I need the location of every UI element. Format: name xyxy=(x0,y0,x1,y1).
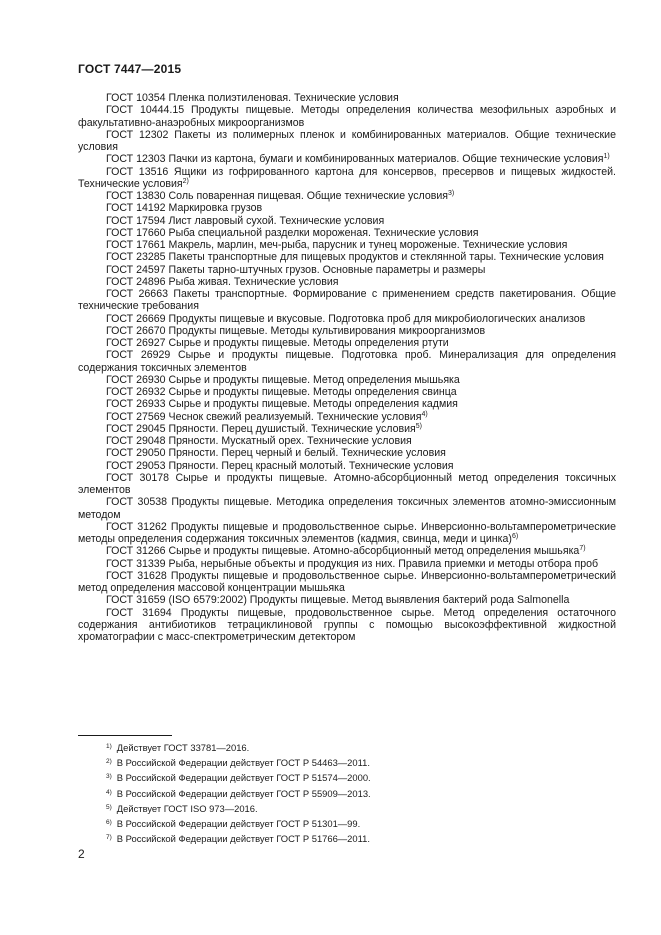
reference-title: Сырье и продукты пищевые. Подготовка проб. Минерализация для определения содержания токсичных элементов xyxy=(78,349,616,374)
footnote-marker: 5) xyxy=(415,422,422,430)
reference-title: Продукты пищевые. Методы культивирования микроорганизмов xyxy=(168,324,486,337)
footnote-mark: 1) xyxy=(106,743,112,750)
reference-title: Рыба специальной разделки мороженая. Технические условия xyxy=(168,226,479,239)
reference-item xyxy=(78,153,616,165)
reference-title: Чеснок свежий реализуемый. Технические условия xyxy=(168,410,422,423)
reference-code: ГОСТ 27569 xyxy=(106,410,166,423)
reference-item xyxy=(78,545,616,557)
normative-references-list xyxy=(78,92,616,643)
reference-item xyxy=(78,607,616,644)
reference-title: Соль поваренная пищевая. Общие технические условия xyxy=(168,190,448,202)
reference-item xyxy=(78,435,616,447)
page-number: 2 xyxy=(78,847,85,861)
reference-title: Пряности. Перец красный молотый. Технические условия xyxy=(168,459,454,472)
reference-code: ГОСТ 26932 xyxy=(106,386,166,398)
reference-item xyxy=(78,570,616,595)
footnote-text: В Российской Федерации действует ГОСТ Р 55909—2013. xyxy=(116,787,371,799)
page-header: ГОСТ 7447—2015 xyxy=(78,62,182,76)
reference-item xyxy=(78,398,616,410)
reference-item xyxy=(78,594,616,606)
footnote-mark: 5) xyxy=(106,803,112,811)
reference-code: ГОСТ 24597 xyxy=(106,263,166,276)
footnote-item xyxy=(106,755,606,770)
footnote-text: В Российской Федерации действует ГОСТ Р 54463—2011. xyxy=(116,757,370,769)
reference-item xyxy=(78,349,616,374)
reference-title: Пачки из картона, бумаги и комбинированных материалов. Общие технические условия xyxy=(168,153,604,166)
reference-code: ГОСТ 10444.15 xyxy=(106,104,185,117)
reference-title: Продукты пищевые. Методика определения токсичных элементов атомно-эмиссионным методом xyxy=(78,496,616,521)
reference-item xyxy=(78,423,616,435)
reference-code: ГОСТ 17661 xyxy=(106,239,166,251)
footnote-mark: 6) xyxy=(106,819,112,827)
reference-item xyxy=(78,202,616,214)
footnote-mark: 4) xyxy=(106,788,112,796)
reference-title: Продукты пищевые и вкусовые. Подготовка проб для микробиологических анализов xyxy=(168,312,586,325)
reference-item xyxy=(78,447,616,459)
reference-item xyxy=(78,496,616,521)
reference-code: ГОСТ 29045 xyxy=(106,422,166,435)
reference-item xyxy=(78,558,616,570)
reference-title: (ISO 6579:2002) Продукты пищевые. Метод выявления бактерий рода Salmonella xyxy=(168,594,570,607)
footnote-text: Действует ГОСТ 33781—2016. xyxy=(116,742,250,753)
reference-code: ГОСТ 17594 xyxy=(106,214,166,227)
footnote-item xyxy=(106,786,606,801)
reference-code: ГОСТ 31659 xyxy=(106,594,166,607)
footnote-item xyxy=(106,740,606,755)
footnote-marker: 1) xyxy=(603,153,610,161)
reference-title: Пленка полиэтиленовая. Технические условия xyxy=(168,92,399,104)
reference-code: ГОСТ 26669 xyxy=(106,312,166,325)
footnote-separator xyxy=(78,735,172,736)
reference-item xyxy=(78,227,616,239)
reference-code: ГОСТ 31339 xyxy=(106,557,166,570)
reference-code: ГОСТ 14192 xyxy=(106,202,166,215)
footnotes-list xyxy=(106,740,606,846)
reference-title: Пакеты транспортные. Формирование с применением средств пакетирования. Общие технические требования xyxy=(78,288,616,313)
reference-code: ГОСТ 26663 xyxy=(106,288,168,300)
reference-item xyxy=(78,104,616,129)
reference-title: Ящики из гофрированного картона для консервов, пресервов и пищевых жидкостей. Технические условия xyxy=(78,165,616,190)
footnote-text: В Российской Федерации действует ГОСТ Р 51766—2011. xyxy=(116,833,370,845)
reference-code: ГОСТ 29048 xyxy=(106,435,166,447)
footnote-item xyxy=(106,831,606,846)
reference-title: Маркировка грузов xyxy=(168,202,263,215)
reference-item xyxy=(78,386,616,398)
reference-code: ГОСТ 26927 xyxy=(106,337,166,349)
footnote-text: Действует ГОСТ ISO 973—2016. xyxy=(116,802,258,814)
reference-title: Пряности. Перец душистый. Технические условия xyxy=(168,422,416,435)
reference-title: Сырье и продукты пищевые. Методы определения свинца xyxy=(168,386,457,398)
reference-title: Макрель, марлин, меч-рыба, парусник и тунец мороженые. Технические условия xyxy=(168,239,568,251)
footnote-item xyxy=(106,816,606,831)
reference-item xyxy=(78,264,616,276)
reference-item xyxy=(78,215,616,227)
reference-title: Пряности. Мускатный орех. Технические условия xyxy=(168,435,412,447)
footnote-text: В Российской Федерации действует ГОСТ Р 51574—2000. xyxy=(116,772,371,784)
reference-item xyxy=(78,239,616,251)
reference-title: Пакеты транспортные для пищевых продуктов и стеклянной тары. Технические условия xyxy=(168,251,604,264)
reference-title: Сырье и продукты пищевые. Методы определения ртути xyxy=(168,337,449,349)
reference-code: ГОСТ 23285 xyxy=(106,251,166,264)
reference-item xyxy=(78,190,616,202)
reference-item xyxy=(78,288,616,313)
reference-item xyxy=(78,337,616,349)
footnote-mark: 7) xyxy=(106,834,112,842)
footnote-marker: 3) xyxy=(448,190,455,197)
reference-code: ГОСТ 31266 xyxy=(106,545,166,558)
reference-item xyxy=(78,129,616,154)
reference-item xyxy=(78,472,616,497)
reference-title: Продукты пищевые, продовольственное сырье. Метод определения остаточного содержания антибиотиков тетрациклиновой группы с помощью высокоэффективной жидкостной хроматографии с масс-спектрометрическим детектором xyxy=(78,606,616,643)
footnote-marker: 2) xyxy=(182,177,189,185)
reference-code: ГОСТ 26933 xyxy=(106,398,166,411)
reference-code: ГОСТ 24896 xyxy=(106,275,166,288)
reference-title: Продукты пищевые и продовольственное сырье. Инверсионно-вольтамперометрические методы определения содержания токсичных элементов (кадмия, свинца, меди и цинка) xyxy=(78,520,616,545)
reference-title: Сырье и продукты пищевые. Атомно-абсорбционный метод определения токсичных элементов xyxy=(78,471,616,496)
footnote-marker: 6) xyxy=(511,533,519,540)
reference-title: Сырье и продукты пищевые. Метод определения мышьяка xyxy=(168,373,460,386)
reference-code: ГОСТ 10354 xyxy=(106,92,166,104)
reference-code: ГОСТ 12302 xyxy=(106,128,169,141)
reference-title: Рыба, нерыбные объекты и продукция из них. Правила приемки и методы отбора проб xyxy=(168,557,599,570)
reference-item xyxy=(78,521,616,546)
reference-code: ГОСТ 17660 xyxy=(106,226,166,239)
reference-item xyxy=(78,313,616,325)
footnote-marker: 4) xyxy=(421,410,428,418)
reference-code: ГОСТ 31628 xyxy=(106,569,167,582)
reference-item xyxy=(78,276,616,288)
reference-code: ГОСТ 30178 xyxy=(106,471,170,484)
footnote-text: В Российской Федерации действует ГОСТ Р 51301—99. xyxy=(116,818,361,830)
reference-code: ГОСТ 29050 xyxy=(106,447,166,460)
reference-code: ГОСТ 26930 xyxy=(106,373,166,386)
reference-code: ГОСТ 13830 xyxy=(106,190,166,202)
reference-code: ГОСТ 26670 xyxy=(106,324,166,337)
reference-title: Продукты пищевые. Методы определения количества мезофильных аэробных и факультативно-анаэробных микроорганизмов xyxy=(78,104,616,129)
reference-item xyxy=(78,460,616,472)
reference-title: Лист лавровый сухой. Технические условия xyxy=(168,214,385,227)
reference-item xyxy=(78,325,616,337)
footnote-item xyxy=(106,770,606,785)
reference-title: Продукты пищевые и продовольственное сырье. Инверсионно-вольтамперометрический метод определения массовой концентрации мышьяка xyxy=(78,569,617,594)
reference-code: ГОСТ 13516 xyxy=(106,165,169,178)
footnote-mark: 2) xyxy=(106,758,112,766)
reference-code: ГОСТ 12303 xyxy=(106,153,166,166)
reference-item xyxy=(78,374,616,386)
reference-item xyxy=(78,166,616,191)
reference-code: ГОСТ 26929 xyxy=(106,349,171,362)
footnote-mark: 3) xyxy=(106,773,112,781)
reference-item xyxy=(78,251,616,263)
reference-title: Рыба живая. Технические условия xyxy=(168,275,339,288)
reference-title: Пакеты тарно-штучных грузов. Основные параметры и размеры xyxy=(168,263,486,276)
reference-code: ГОСТ 31262 xyxy=(106,520,167,533)
reference-title: Сырье и продукты пищевые. Атомно-абсорбционный метод определения мышьяка xyxy=(168,545,580,558)
reference-item xyxy=(78,411,616,423)
reference-item xyxy=(78,92,616,104)
reference-title: Пакеты из полимерных пленок и комбинированных материалов. Общие технические условия xyxy=(78,128,616,153)
reference-code: ГОСТ 31694 xyxy=(106,606,172,619)
reference-code: ГОСТ 30538 xyxy=(106,496,168,509)
reference-title: Сырье и продукты пищевые. Методы определения кадмия xyxy=(168,398,458,411)
footnote-item xyxy=(106,801,606,816)
footnote-marker: 7) xyxy=(579,545,586,553)
reference-code: ГОСТ 29053 xyxy=(106,459,166,472)
reference-title: Пряности. Перец черный и белый. Технические условия xyxy=(168,447,446,460)
